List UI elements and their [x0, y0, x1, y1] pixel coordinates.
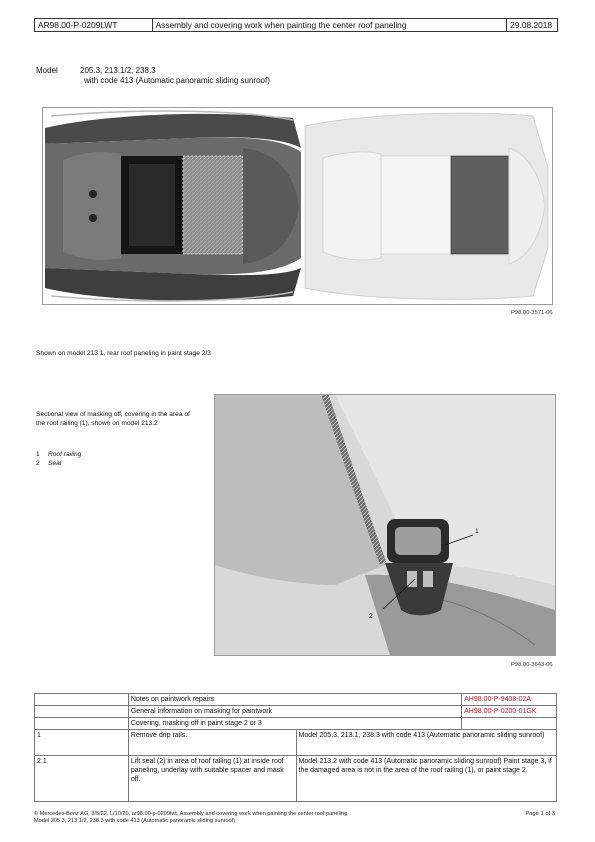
step-text: Lift seal (2) in area of roof railing (1) at inside roof paneling, underlay with suitable spacer and mask off.	[128, 756, 296, 802]
doc-link[interactable]: AH98.00-P-9408-02A	[462, 694, 557, 706]
figure-section-view	[214, 394, 556, 656]
doc-id: AR98.00-P-0209LWT	[35, 19, 153, 31]
legend-num: 1	[36, 451, 40, 458]
table-row	[35, 718, 557, 730]
document-header	[34, 18, 558, 32]
legend-text: Roof railing	[48, 451, 82, 458]
model-value: 205.3, 213.1/2, 238.3	[80, 66, 156, 75]
footer	[34, 811, 347, 825]
procedure-table	[34, 693, 557, 802]
doc-title: Assembly and covering work when painting the center roof paneling	[153, 19, 508, 31]
step-note: Model 213.2 with code 413 (Automatic panoramic sliding sunroof) Paint stage 3, if the damaged area is not in the area of the roof railing (1), or paint stage 2.	[296, 756, 557, 802]
doc-link[interactable]: AH98.00-P-0200-01GK	[462, 706, 557, 718]
callout-1: 1	[475, 528, 479, 535]
car-left-dark	[45, 111, 301, 301]
link-label: General information on masking for paintwork	[128, 706, 461, 718]
link-label: Notes on paintwork repairs	[128, 694, 461, 706]
step-number: 2.1	[35, 756, 129, 802]
step-text: Remove drip rails.	[128, 730, 296, 756]
table-row	[35, 694, 557, 706]
page-number: Page 1 of 3	[525, 811, 555, 817]
roof-section-illustration	[215, 395, 555, 655]
footer-line-2: Model 205.3, 213.1/2, 238.3 with code 413 (Automatic panoramic sliding sunroof)	[34, 818, 236, 824]
figure2-ref: P98.00-3643-06	[511, 662, 553, 668]
model-label: Model	[36, 66, 58, 75]
figure-roof-overview	[42, 107, 553, 305]
footer-line-1: © Mercedes-Benz AG, 3/5/22, L/10/20, ar98.00-p-0209lwt, Assembly and covering work when painting the center roof paneling	[34, 811, 348, 817]
link-label: Covering, masking off in paint stage 2 or 3	[128, 718, 461, 730]
legend-item	[36, 459, 81, 468]
callout-2: 2	[369, 613, 373, 620]
step-number: 1	[35, 730, 129, 756]
figure1-ref: P98.00-3571-06	[511, 310, 553, 316]
car-roof-illustration	[43, 108, 552, 304]
model-code: with code 413 (Automatic panoramic sliding sunroof)	[84, 76, 270, 85]
figure2-description: Sectional view of masking off, covering in the area of the roof railing (1), shown on model 213.2	[36, 411, 190, 427]
figure1-caption: Shown on model 213.1, rear roof paneling in paint stage 2/3	[36, 350, 211, 357]
car-right-light	[305, 113, 548, 299]
table-row	[35, 756, 557, 802]
legend-text: Seal	[48, 460, 62, 467]
figure2-legend	[36, 450, 81, 468]
doc-date: 29.08.2018	[510, 20, 553, 30]
step-note: Model 205.3, 213.1, 238.3 with code 413 (Automatic panoramic sliding sunroof)	[296, 730, 557, 756]
doc-link	[462, 718, 557, 730]
table-row	[35, 706, 557, 718]
legend-num: 2	[36, 460, 40, 467]
table-row	[35, 730, 557, 756]
legend-item	[36, 450, 81, 459]
